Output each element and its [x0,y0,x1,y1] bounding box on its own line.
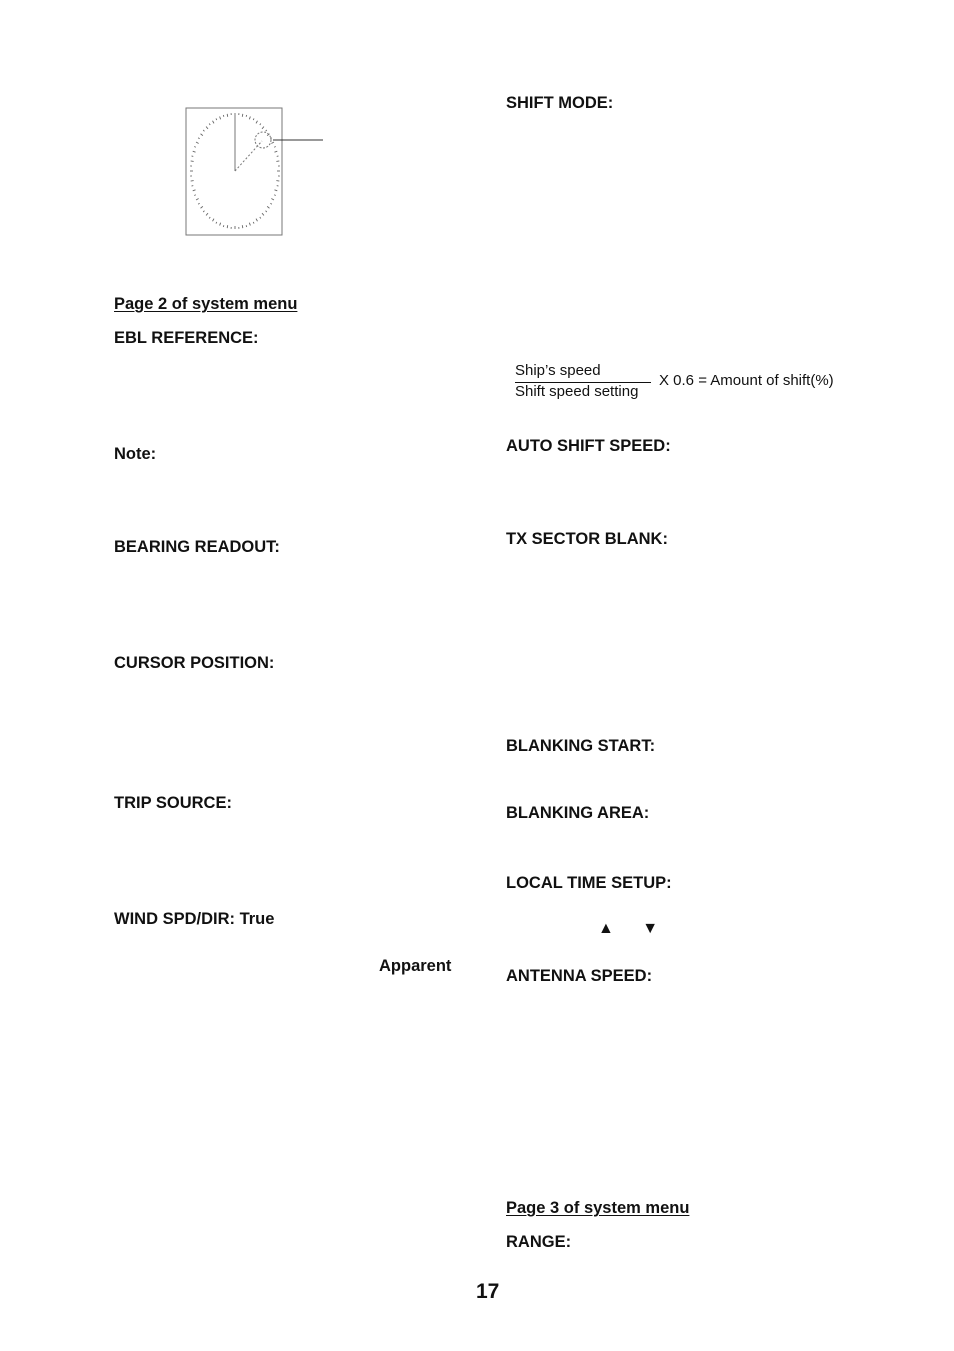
bearing-tick [213,219,215,222]
bearing-tick [266,211,267,212]
bearing-tick [209,123,210,124]
arrow-up-icon: ▲ [598,920,614,937]
bearing-tick [270,138,271,139]
bearing-tick [203,130,204,131]
bearing-tick [194,195,196,196]
arrow-keys [598,920,682,938]
formula-result: X 0.6 = Amount of shift(%) [659,372,834,389]
bearing-tick [270,203,271,204]
bearing-tick [198,138,199,139]
local-time-setup-label: LOCAL TIME SETUP: [506,874,672,892]
bearing-tick [193,190,196,191]
bearing-tick [196,199,199,201]
arrow-down-icon: ▼ [642,920,659,937]
bearing-tick [206,127,208,129]
bearing-tick [242,114,243,117]
radar-display-illustration [183,104,328,238]
bearing-tick [213,121,215,124]
tx-sector-blank-label: TX SECTOR BLANK: [506,530,668,548]
bearing-tick [266,130,267,131]
bearing-tick [260,217,261,218]
bearing-tick [260,123,261,124]
bearing-tick [276,181,279,182]
bearing-tick [249,223,250,226]
bearing-tick [256,121,258,124]
bearing-tick [206,213,208,215]
bearing-tick [253,222,254,224]
bearing-tick [201,206,203,208]
bearing-tick [276,161,279,162]
target-circle [255,132,271,148]
bearing-tick [220,223,221,226]
bearing-tick [193,151,196,152]
formula-numerator: Ship’s speed [515,362,601,379]
note-label: Note: [114,445,157,463]
bearing-tick [262,127,264,129]
ebl-reference-label: EBL REFERENCE: [114,329,259,347]
bearing-tick [198,203,199,204]
bearing-tick [209,217,210,218]
bearing-tick [191,161,194,162]
bearing-tick [267,206,269,208]
bearing-tick [201,134,203,136]
cursor-position-label: CURSOR POSITION: [114,654,275,672]
bearing-tick [220,117,221,120]
bearing-tick [216,222,217,224]
bearing-tick [196,142,199,144]
bearing-tick [191,181,194,182]
apparent-label: Apparent [379,957,452,975]
bearing-tick [262,213,264,215]
bearing-tick [274,190,277,191]
page-number: 17 [476,1280,500,1303]
display-frame [186,108,282,235]
range-label: RANGE: [506,1233,572,1251]
bearing-tick [216,118,217,120]
bearing-tick [253,118,254,120]
bearing-tick [227,114,228,117]
shift-mode-label: SHIFT MODE: [506,94,614,112]
bearing-tick [227,225,228,228]
formula-denominator: Shift speed setting [515,383,639,400]
blanking-start-label: BLANKING START: [506,737,656,755]
ebl-dashed-line [235,141,262,171]
wind-spd-dir-label: WIND SPD/DIR: True [114,910,275,928]
bearing-tick [203,211,204,212]
bearing-tick [242,225,243,228]
bearing-tick [271,142,274,144]
bearing-tick [194,146,196,147]
bearing-tick [249,117,250,120]
bearing-readout-label: BEARING READOUT: [114,538,280,556]
bearing-tick [274,195,276,196]
antenna-speed-label: ANTENNA SPEED: [506,967,653,985]
bearing-tick [274,151,277,152]
trip-source-label: TRIP SOURCE: [114,794,232,812]
page-2-heading: Page 2 of system menu [114,295,298,313]
page-3-heading: Page 3 of system menu [506,1199,690,1217]
bearing-tick [274,146,276,147]
bearing-tick [256,219,258,222]
bearing-tick [271,199,274,201]
auto-shift-speed-label: AUTO SHIFT SPEED: [506,437,671,455]
blanking-area-label: BLANKING AREA: [506,804,650,822]
